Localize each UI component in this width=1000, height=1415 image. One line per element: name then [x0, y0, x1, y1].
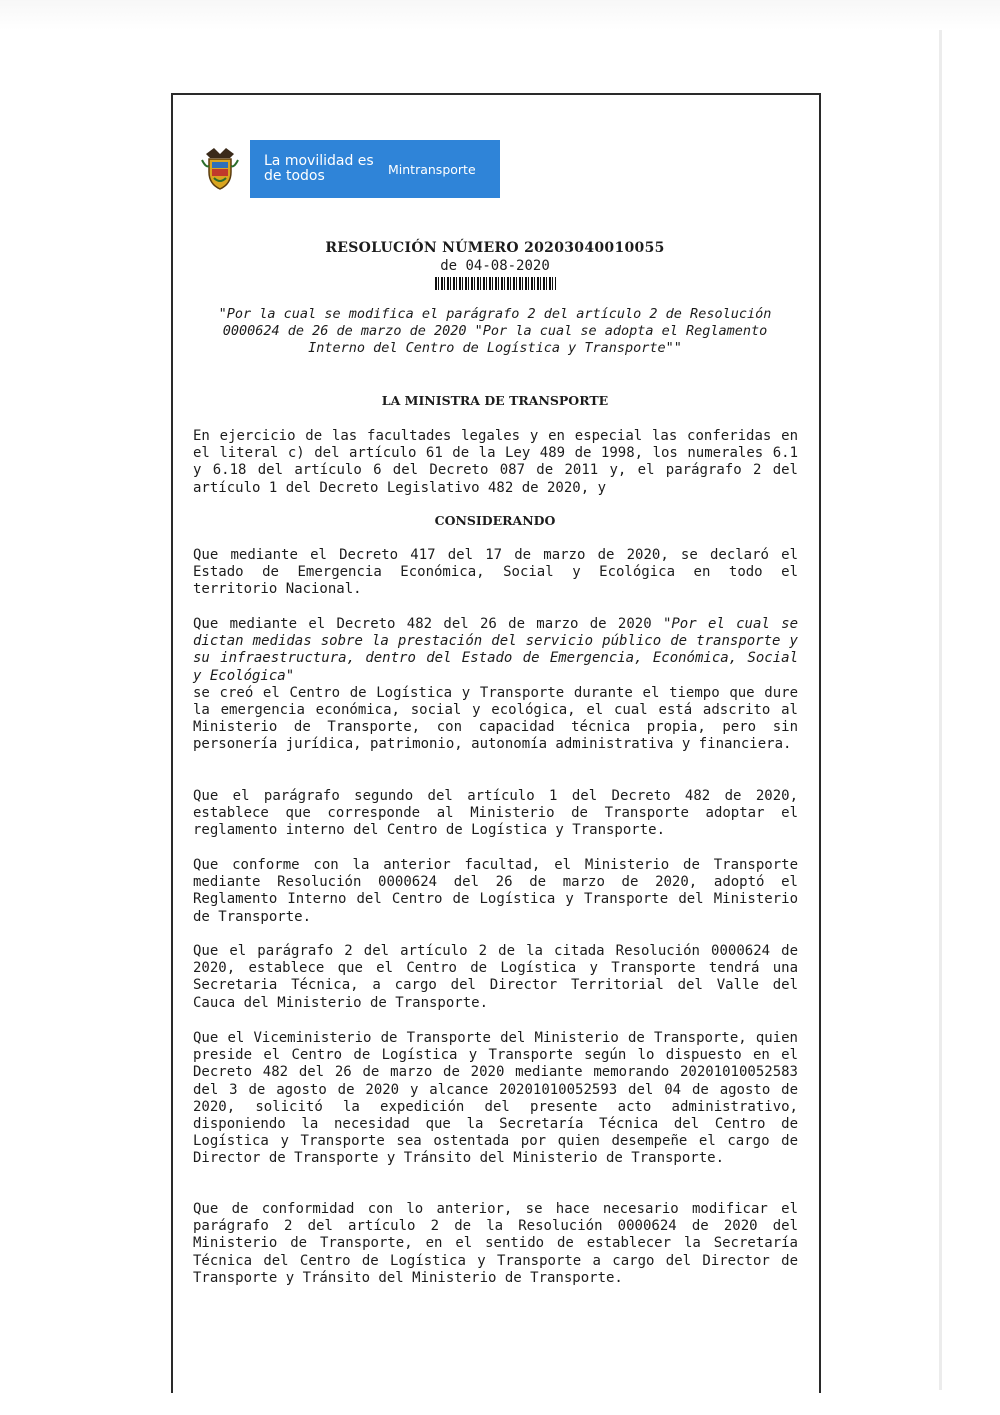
- paragraph-2-quote: "Por el cual se dictan medidas sobre la prestación del servicio público de transporte y su infraestructura, dentro del Estado de Emergencia, Económica, Social y Ecológica": [193, 616, 798, 684]
- paragraph-1: Que mediante el Decreto 417 del 17 de marzo de 2020, se declaró el Estado de Emergencia Económica, Social y Ecológica en todo el territorio Nacional.: [193, 547, 798, 598]
- paragraph-2: [193, 616, 798, 754]
- brand-ministry: Mintransporte: [388, 161, 476, 177]
- authority-heading: LA MINISTRA DE TRANSPORTE: [381, 393, 609, 408]
- paragraph-6: Que el Viceministerio de Transporte del Ministerio de Transporte, quien preside el Centro de Logística y Transporte según lo dispuesto en el Decreto 482 del 26 de marzo de 2020 mediante memorando 20201010052583 del 3 de agosto de 2020 y alcance 20201010052593 del 04 de agosto de 2020, solicitó la expedición del presente acto administrativo, disponiendo la necesidad que la Secretaría Técnica del Centro de Logística y Transporte sea ostentada por quien desempeñe el cargo de Director de Transporte y Tránsito del Ministerio de Transporte.: [193, 1030, 798, 1167]
- paragraph-2-rest: se creó el Centro de Logística y Transporte durante el tiempo que dure la emergencia económica, social y ecológica, el cual está adscrito al Ministerio de Transporte, con capacidad técnica propia, pero sin personería jurídica, patrimonio, autonomía administrativa y financiera.: [193, 684, 798, 753]
- letterhead: [200, 140, 500, 198]
- brand-slogan: La movilidad es de todos: [264, 153, 374, 184]
- paragraph-2-intro: Que mediante el Decreto 482 del 26 de marzo de 2020: [193, 616, 663, 632]
- paragraph-3: Que el parágrafo segundo del artículo 1 del Decreto 482 de 2020, establece que corresponde al Ministerio de Transporte adoptar el reglamento interno del Centro de Logística y Transporte.: [193, 788, 798, 839]
- considerando-heading: CONSIDERANDO: [434, 513, 556, 528]
- barcode-icon: [435, 277, 556, 290]
- paragraph-4: Que conforme con la anterior facultad, el Ministerio de Transporte mediante Resolución 0000624 del 26 de marzo de 2020, adoptó el Reglamento Interno del Centro de Logística y Transporte del Ministerio de Transporte.: [193, 857, 798, 925]
- brand-banner: [250, 140, 500, 198]
- paragraph-5: Que el parágrafo 2 del artículo 2 de la citada Resolución 0000624 de 2020, establece que el Centro de Logística y Transporte tendrá una Secretaria Técnica, a cargo del Director Territorial del Valle del Cauca del Ministerio de Transporte.: [193, 943, 798, 1011]
- scan-edge-right: [939, 30, 942, 1390]
- preamble-paragraph: En ejercicio de las facultades legales y en especial las conferidas en el literal c) del artículo 61 de la Ley 489 de 1998, los numerales 6.1 y 6.18 del artículo 6 del Decreto 087 de 2011 y, el parágrafo 2 del artículo 1 del Decreto Legislativo 482 de 2020, y: [193, 428, 798, 496]
- resolution-subject: "Por la cual se modifica el parágrafo 2 del artículo 2 de Resolución 0000624 de 26 de marzo de 2020 "Por la cual se adopta el Reglamento Interno del Centro de Logística y Transporte"": [218, 306, 772, 356]
- resolution-title: RESOLUCIÓN NÚMERO 20203040010055: [325, 240, 665, 256]
- coat-of-arms-icon: [200, 146, 240, 192]
- resolution-date: de 04-08-2020: [440, 258, 550, 274]
- paragraph-7: Que de conformidad con lo anterior, se hace necesario modificar el parágrafo 2 del artículo 2 de la Resolución 0000624 de 2020 del Ministerio de Transporte, en el sentido de establecer la Secretaría Técnica del Centro de Logística y Transporte a cargo del Director de Transporte y Tránsito del Ministerio de Transporte.: [193, 1201, 798, 1286]
- resolution-header: [195, 240, 795, 290]
- scan-edge: [0, 0, 1000, 30]
